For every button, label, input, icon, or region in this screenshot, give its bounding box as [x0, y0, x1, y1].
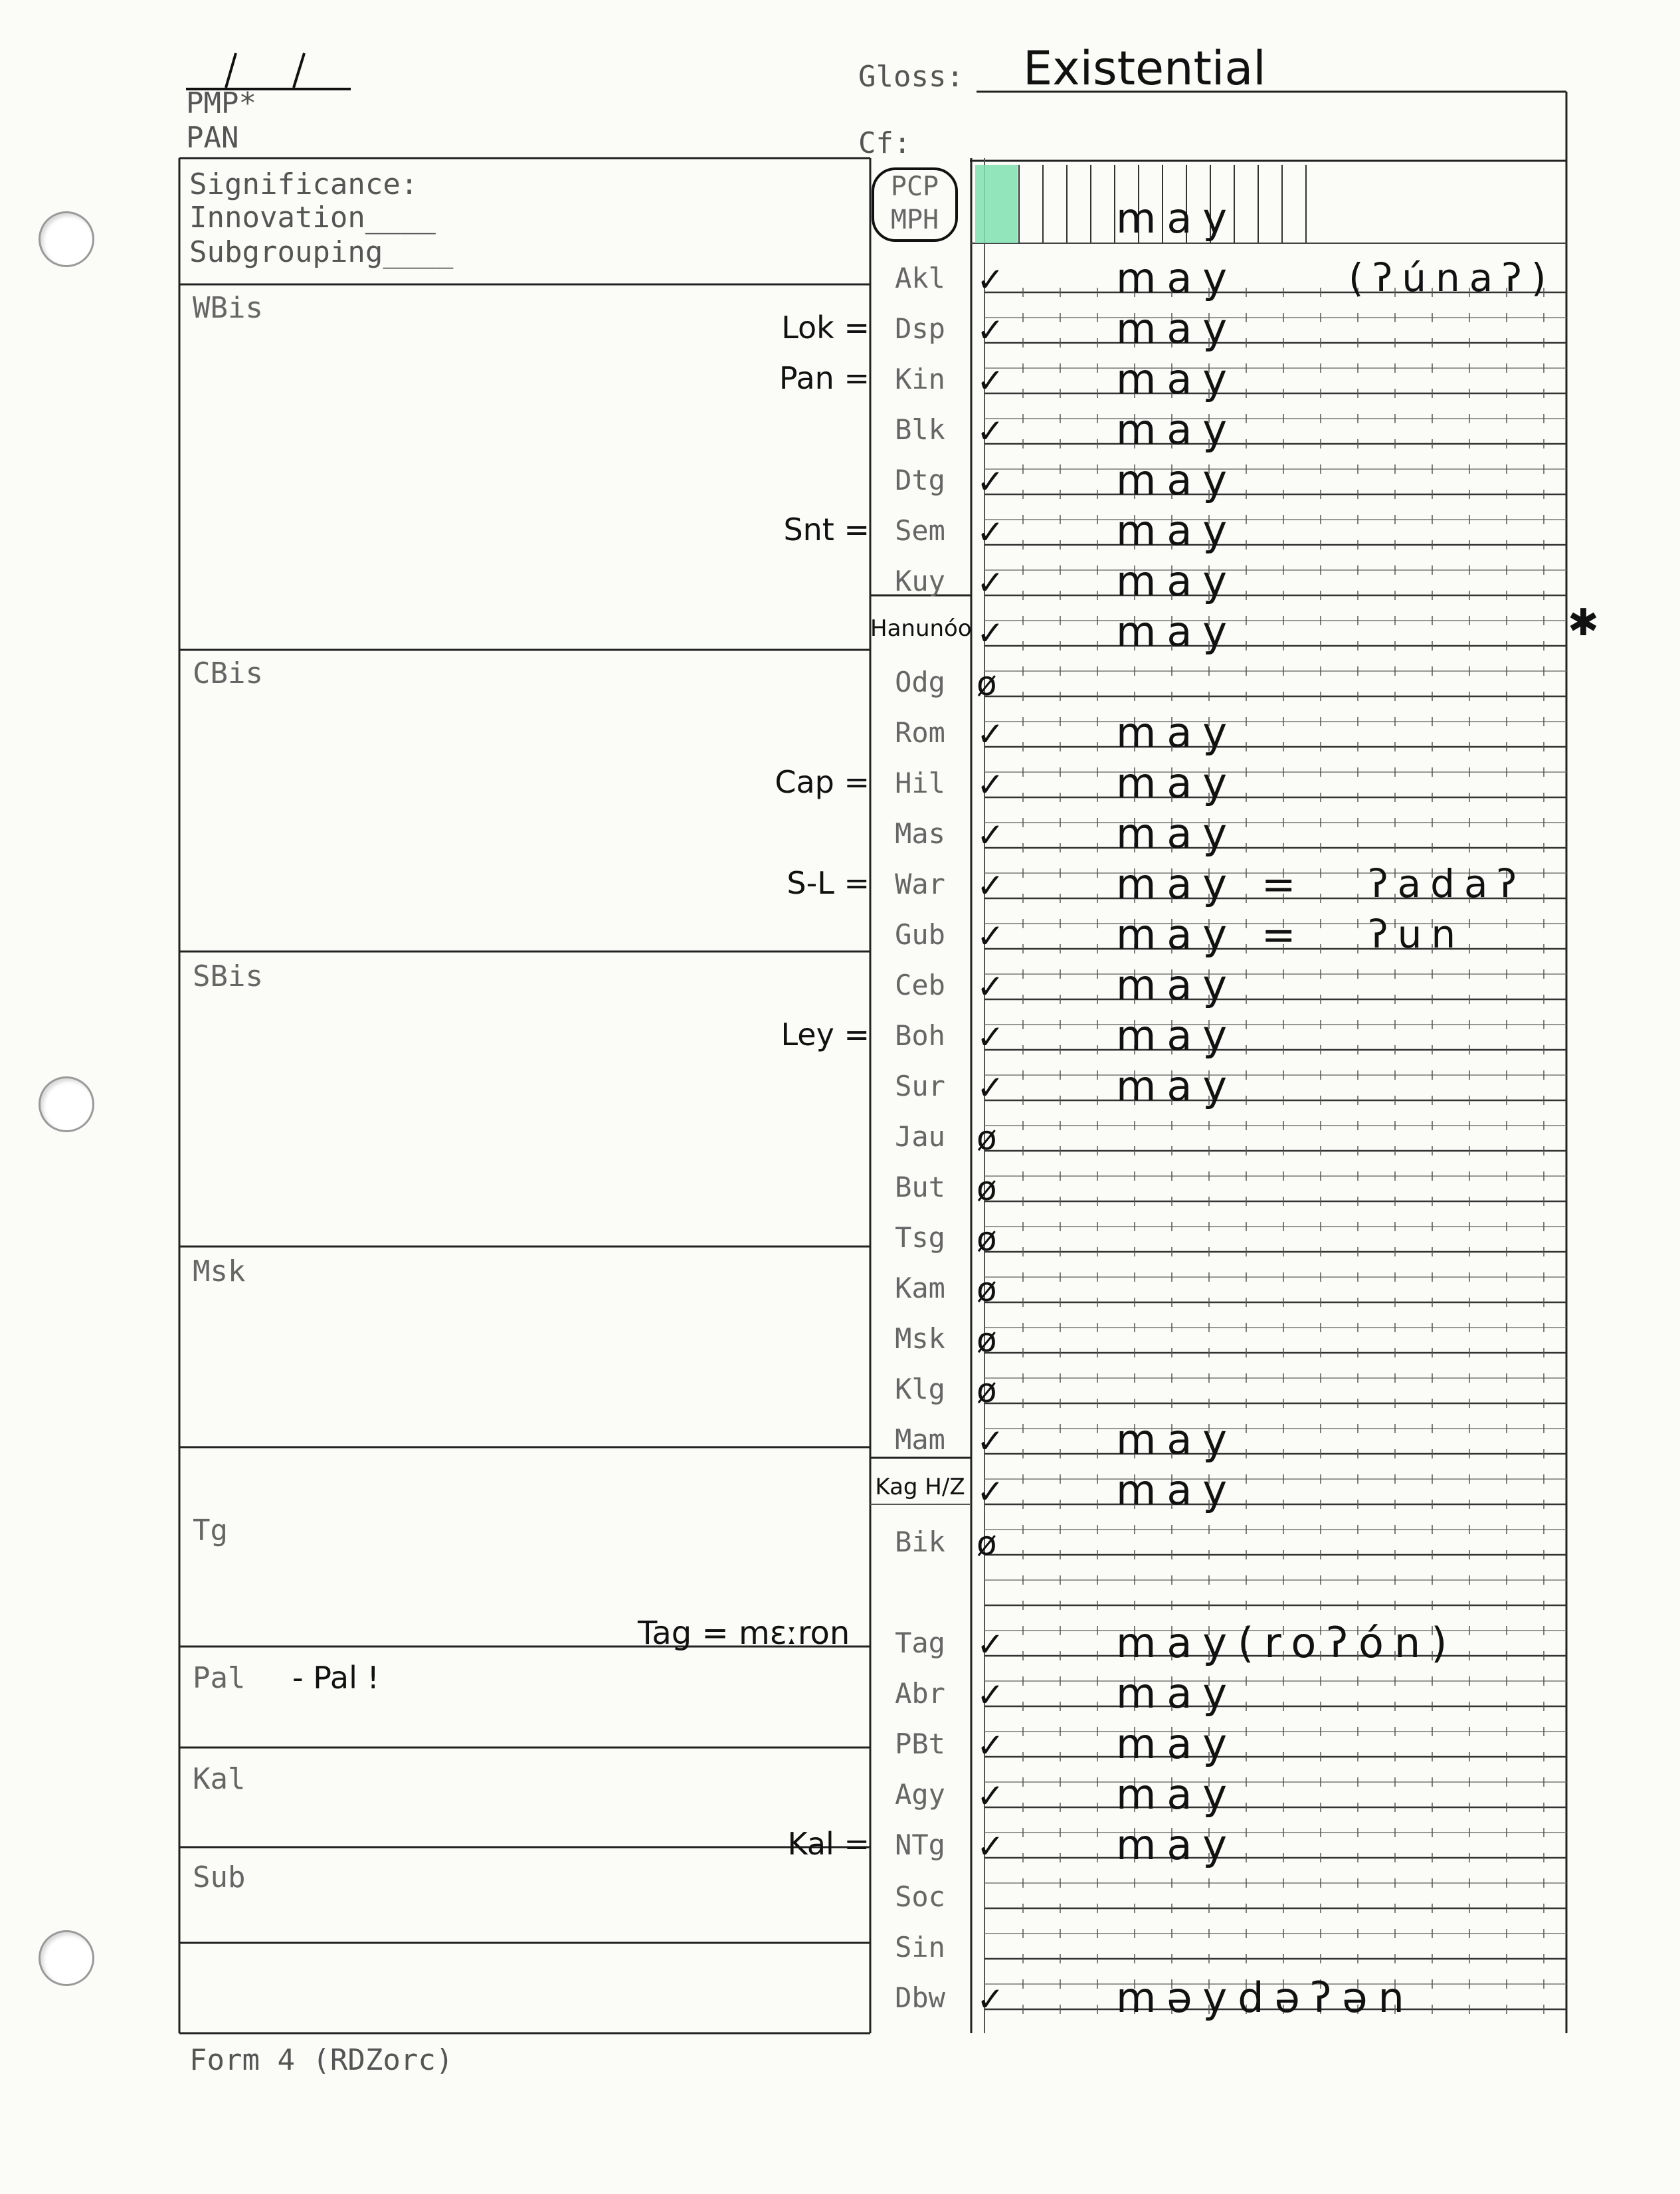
group-label-tg: Tg	[193, 1514, 228, 1547]
language-code: Sem	[895, 514, 945, 547]
language-code: Sin	[895, 1931, 945, 1963]
language-code: Kam	[895, 1272, 945, 1304]
presence-mark: ø	[977, 1270, 997, 1309]
language-code: Odg	[895, 666, 945, 698]
presence-mark: ø	[977, 1220, 997, 1258]
presence-mark: ✓	[977, 412, 1004, 450]
language-equivalent: Lok =	[781, 310, 870, 346]
language-equivalent: Pan =	[779, 360, 870, 396]
language-code: Tsg	[895, 1221, 945, 1254]
form-footer: Form 4 (RDZorc)	[189, 2043, 454, 2077]
reflex-form: may	[1116, 405, 1238, 454]
presence-mark: ✓	[977, 1726, 1004, 1765]
language-code: Gub	[895, 918, 945, 951]
language-code: Soc	[895, 1880, 945, 1913]
presence-mark: ✓	[977, 1018, 1004, 1056]
language-equivalent: Kal =	[787, 1826, 870, 1862]
group-label-sbis: SBis	[193, 959, 263, 993]
innovation-label: Innovation____	[189, 201, 436, 235]
star-mark: ✱	[1568, 601, 1599, 645]
reflex-note: ʔadaʔ	[1368, 861, 1527, 906]
language-code: Akl	[895, 262, 945, 294]
presence-mark: ✓	[977, 917, 1004, 955]
reflex-note: ʔun	[1368, 912, 1465, 957]
group-label-pal: Pal	[193, 1661, 246, 1695]
language-equivalent: Ley =	[781, 1017, 870, 1052]
pmp-label: PMP*	[186, 86, 256, 120]
presence-mark: ø	[977, 1321, 997, 1359]
presence-mark: ✓	[977, 765, 1004, 804]
gloss-value: Existential	[1023, 41, 1266, 96]
language-code: Dsp	[895, 312, 945, 345]
language-code: Dbw	[895, 1981, 945, 2014]
reflex-form: may	[1116, 961, 1238, 1009]
presence-mark: ø	[977, 1371, 997, 1410]
presence-mark: ✓	[977, 816, 1004, 854]
language-equivalent: S-L =	[787, 865, 870, 901]
presence-mark: ø	[977, 1169, 997, 1208]
language-code: Abr	[895, 1677, 945, 1710]
pal-note: - Pal !	[292, 1660, 379, 1696]
language-code: Bik	[895, 1526, 945, 1558]
language-code: Sur	[895, 1070, 945, 1102]
presence-mark: ✓	[977, 1777, 1004, 1815]
reflex-form: may	[1116, 1669, 1238, 1718]
reflex-form: may	[1116, 557, 1238, 605]
language-code: Klg	[895, 1373, 945, 1405]
reflex-form: may	[1116, 1062, 1238, 1110]
presence-mark: ✓	[977, 967, 1004, 1006]
language-equivalent: Snt =	[783, 512, 870, 548]
presence-mark: ✓	[977, 614, 1004, 652]
reflex-form: may	[1116, 456, 1238, 504]
reflex-form: may	[1116, 355, 1238, 403]
proto-highlight	[975, 165, 1018, 243]
reflex-form: may	[1116, 506, 1238, 555]
group-label-msk: Msk	[193, 1254, 246, 1288]
presence-mark: ✓	[977, 361, 1004, 400]
gloss-label: Gloss:	[858, 60, 964, 94]
group-label-wbis: WBis	[193, 291, 263, 325]
language-code: Mam	[895, 1423, 945, 1456]
presence-mark: ✓	[977, 1625, 1004, 1664]
presence-mark: ✓	[977, 260, 1004, 299]
reflex-form: may	[1116, 1466, 1238, 1514]
presence-mark: ✓	[977, 1472, 1004, 1511]
reflex-form: məydəʔən	[1116, 1973, 1415, 2022]
reflex-form: may	[1116, 759, 1238, 807]
presence-mark: ✓	[977, 866, 1004, 905]
group-label-cbis: CBis	[193, 656, 263, 690]
reflex-note: (ʔúnaʔ)	[1349, 255, 1556, 300]
language-code: Tag	[895, 1627, 945, 1659]
presence-mark: ✓	[977, 1422, 1004, 1460]
presence-mark: ✓	[977, 1676, 1004, 1714]
presence-mark: ✓	[977, 513, 1004, 551]
cf-label: Cf:	[858, 126, 911, 160]
reflex-form: may	[1116, 1415, 1238, 1464]
reflex-form: may	[1116, 1011, 1238, 1060]
presence-mark: ø	[977, 1524, 997, 1563]
reflex-form: may	[1116, 1720, 1238, 1768]
presence-mark: ✓	[977, 311, 1004, 349]
language-code: NTg	[895, 1829, 945, 1861]
reflex-form: may	[1116, 1770, 1238, 1819]
language-code: Boh	[895, 1019, 945, 1052]
language-code: Dtg	[895, 464, 945, 496]
language-code: Kuy	[895, 565, 945, 597]
reflex-form: may =	[1116, 910, 1307, 959]
reflex-form: may	[1116, 708, 1238, 757]
language-code: Hanunóo	[870, 615, 972, 642]
language-code: War	[895, 868, 945, 900]
reflex-form: may	[1116, 254, 1238, 302]
reflex-form: may	[1116, 1821, 1238, 1869]
language-code: Jau	[895, 1120, 945, 1153]
presence-mark: ✓	[977, 462, 1004, 501]
presence-mark: ✓	[977, 1068, 1004, 1107]
reflex-form: may	[1116, 304, 1238, 353]
group-label-kal: Kal	[193, 1762, 246, 1796]
proto-label: PCP MPH	[890, 171, 939, 235]
presence-mark: ✓	[977, 563, 1004, 602]
significance-title: Significance:	[189, 167, 419, 201]
language-code: Mas	[895, 817, 945, 850]
language-code: Msk	[895, 1322, 945, 1355]
group-label-sub: Sub	[193, 1860, 246, 1894]
language-code: But	[895, 1171, 945, 1203]
tag-note: Tag = mɛːron	[638, 1615, 850, 1652]
presence-mark: ø	[977, 1119, 997, 1157]
proto-form: may	[1116, 194, 1238, 243]
language-code: Blk	[895, 413, 945, 446]
reflex-form: may =	[1116, 860, 1307, 908]
language-code: PBt	[895, 1728, 945, 1760]
reflex-form: may	[1116, 809, 1238, 858]
language-code: Agy	[895, 1778, 945, 1811]
presence-mark: ø	[977, 664, 997, 703]
subgrouping-label: Subgrouping____	[189, 235, 454, 269]
language-code: Hil	[895, 767, 945, 799]
presence-mark: ✓	[977, 1827, 1004, 1866]
language-code: Kin	[895, 363, 945, 395]
language-code: Rom	[895, 716, 945, 749]
pan-label: PAN	[186, 121, 239, 155]
reflex-form: may	[1116, 607, 1238, 656]
language-code: Kag H/Z	[875, 1474, 965, 1500]
presence-mark: ✓	[977, 715, 1004, 753]
presence-mark: ✓	[977, 1980, 1004, 2019]
language-equivalent: Cap =	[775, 764, 870, 800]
language-code: Ceb	[895, 969, 945, 1001]
reflex-form: may(roʔón)	[1116, 1619, 1458, 1667]
